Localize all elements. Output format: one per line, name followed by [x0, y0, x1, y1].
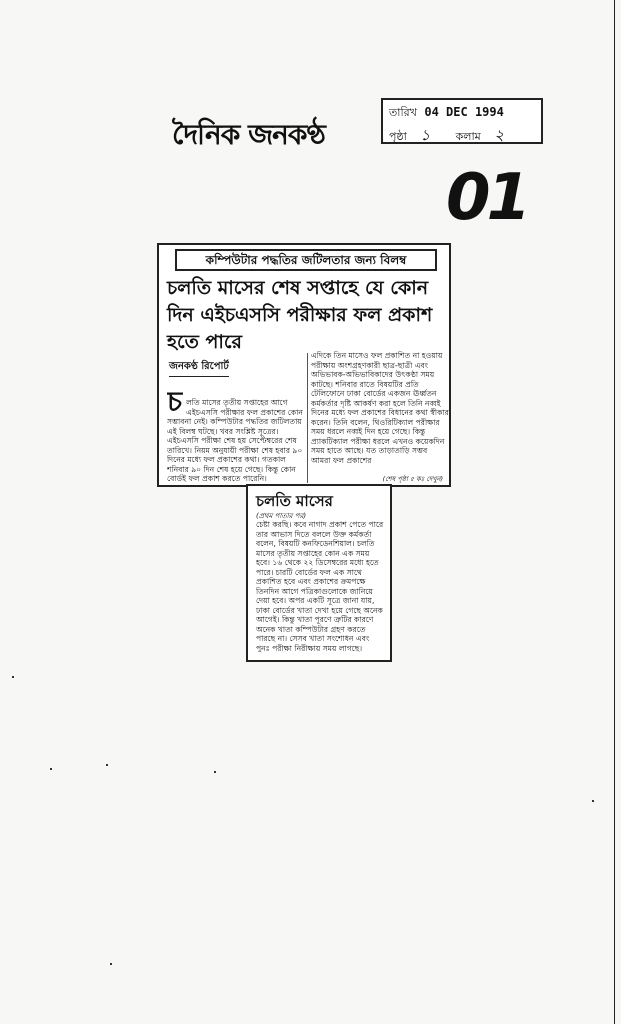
- article-column-left: [167, 379, 307, 485]
- stamp-date-label: তারিখ: [389, 106, 417, 119]
- stamp-date-row: [389, 104, 504, 123]
- stamp-column-label: কলাম: [455, 130, 481, 143]
- scan-speck: [106, 764, 108, 766]
- stamp-date-value: 04 DEC 1994: [424, 105, 504, 119]
- page-edge-line: [614, 0, 615, 1024]
- article-headline: চলতি মাসের শেষ সপ্তাহে যে কোন দিন এইচএসসি পরীক্ষার ফল প্রকাশ হতে পারে: [167, 277, 433, 353]
- stamp-page-row: [389, 124, 504, 149]
- continuation-title: চলতি মাসের: [256, 492, 333, 510]
- stamp-page-label: পৃষ্ঠা: [389, 130, 407, 143]
- continuation-clipping: [246, 484, 392, 662]
- article-column-left-text: লতি মাসের তৃতীয় সপ্তাহের আগে এইচএসসি পরীক্ষার ফল প্রকাশের কোন সম্ভাবনা নেই। কম্পিউটার পদ্ধতির জটিলতায় এই বিলম্ব ঘটছে। খবর সংশ্লিষ্ট সূত্রের। এইচএসসি পরীক্ষা শেষ হয় সেপ্টেম্বরের শেষ তারিখে। নিয়ম অনুযায়ী পরীক্ষা শেষ হবার ৯০ দিনের মধ্যে ফল প্রকাশের কথা। গতকাল শনিবার ৯০ দিন শেষ হয়ে গেছে। কিন্তু কোন বোর্ডই ফল প্রকাশ করতে পারেনি।: [167, 398, 303, 483]
- scan-speck: [50, 768, 52, 770]
- article-byline: জনকণ্ঠ রিপোর্ট: [169, 359, 229, 377]
- scan-speck: [214, 771, 216, 773]
- column-divider: [307, 353, 308, 483]
- handwritten-page-number: 01: [446, 161, 528, 235]
- continuation-body: চেষ্টা করছি। কবে নাগাদ প্রকাশ পেতে পারে তার আভাস দিতে বললে উক্ত কর্মকর্তা বলেন, বিষয়টি কনফিডেনশিয়াল। চলতি মাসের তৃতীয় সপ্তাহের কোন এক সময় হবে। ১৬ থেকে ২২ ডিসেম্বরের মধ্যে হতে পারে। চারটি বোর্ডের ফল এক সাথে প্রকাশিত হবে এবং প্রকাশের ক্রমপক্ষে তিনদিন আগে পত্রিকাগুলোকে জানিয়ে দেয়া হবে। অপর একটি সূত্রে জানা যায়, ঢাকা বোর্ডের খাতা দেখা হয়ে গেছে অনেক আগেই। কিন্তু খাতা পূরণে ত্রুটির কারণে অনেক খাতা কম্পিউটার গ্রহণ করতে পারছে না। সেসব খাতা সংশোধন এবং পুনঃ পরীক্ষা নিরীক্ষায় সময় লাগছে।: [256, 520, 384, 653]
- stamp-column-value: ২: [494, 126, 505, 144]
- continued-note: (শেষ পৃষ্ঠা ৫ কঃ দেখুন): [382, 475, 443, 483]
- scan-speck: [592, 800, 594, 802]
- scan-speck: [12, 676, 14, 678]
- continuation-subtitle: (প্রথম পাতার পর): [256, 512, 307, 520]
- newspaper-masthead: দৈনিক জনকণ্ঠ: [172, 118, 325, 151]
- scan-speck: [110, 963, 112, 965]
- stamp-page-value: ১: [420, 126, 431, 144]
- article-kicker: কম্পিউটার পদ্ধতির জটিলতার জন্য বিলম্ব: [175, 249, 437, 271]
- article-column-right: এদিকে তিন মাসেও ফল প্রকাশিত না হওয়ায় পরীক্ষায় অংশগ্রহণকারী ছাত্র-ছাত্রী এবং অভিভাবক-অভিভাবিকাদের উৎকণ্ঠা সময় কাটছে। শনিবার রাতে বিষয়টির প্রতি টেলিফোনে ঢাকা বোর্ডের একজন ঊর্ধ্বতন কর্মকর্তার দৃষ্টি আকর্ষণ করা হলে তিনি নব্বই দিনের মধ্যে ফল প্রকাশের বিধানের কথা স্বীকার করেন। তিনি বলেন, থিওরিটিক্যাল পরীক্ষার সময় ধরলে নব্বই দিন হয়ে গেছে। কিন্তু প্র্যাকটিক্যাল পরীক্ষা ধরলে এখনও কয়েকদিন সময় হাতে আছে। যত তাড়াতাড়ি সম্ভব আমরা ফল প্রকাশের: [311, 351, 449, 465]
- archive-stamp: [381, 98, 543, 144]
- article-dropcap: চ: [167, 384, 183, 418]
- article-clipping: [157, 243, 451, 487]
